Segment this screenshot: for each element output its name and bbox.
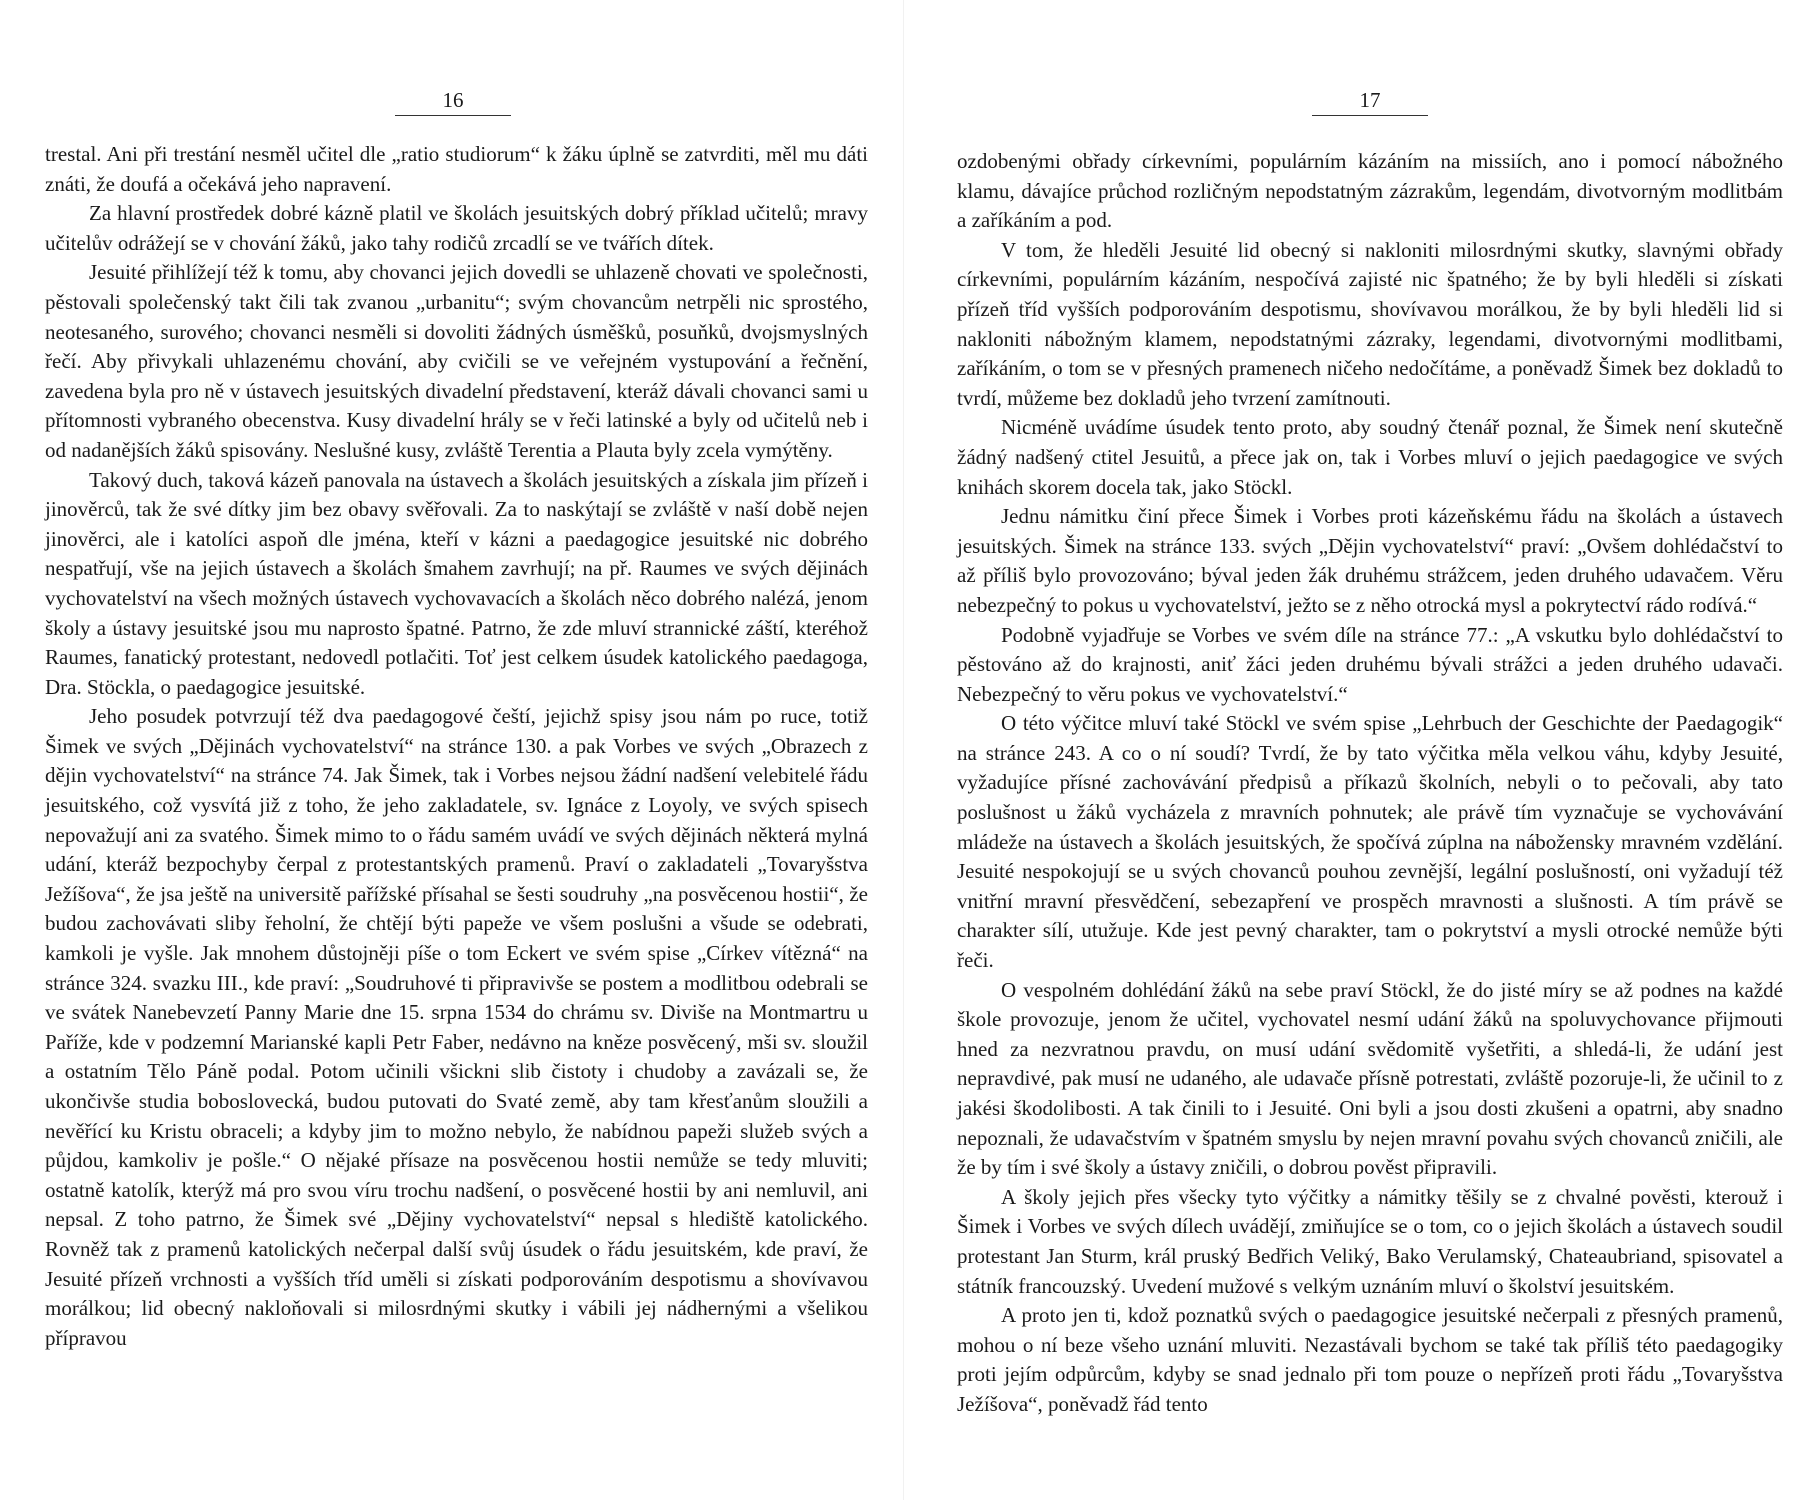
paragraph: A proto jen ti, kdož poznatků svých o paedagogice jesuitské nečerpali z přesných pramenů, mohou o ní beze všeho uznání mluviti. Nezastávali bychom se také tak příliš této paedagogiky proti jejím odpůrcům, kdyby se snad jednalo při tom pouze o nepřízeň proti řádu „Tovaryšstva Ježíšova“, poněvadž řád tento: [957, 1303, 1783, 1416]
paragraph: Nicméně uvádíme úsudek tento proto, aby soudný čtenář poznal, že Šimek není skutečně žádný nadšený ctitel Jesuitů, a přece jak on, tak i Vorbes mluví o jejich paedagogice ve svých knihách skorem docela tak, jako Stöckl.: [957, 415, 1783, 499]
paragraph: trestal. Ani při trestání nesměl učitel dle „ratio studiorum“ k žáku úplně se zatvrditi, měl mu dáti znáti, že doufá a očekává jeho napravení.: [45, 142, 868, 196]
paragraph: Jednu námitku činí přece Šimek i Vorbes proti kázeňskému řádu na školách a ústavech jesuitských. Šimek na stránce 133. svých „Dějin vychovatelství“ praví: „Ovšem dohlédačství to až příliš bylo provozováno; býval jeden žák druhému strážcem, jeden druhého udavačem. Věru nebezpečný to pokus u vychovatelství, ježto se z něho otrocká mysl a pokrytectví rádo rodívá.“: [957, 504, 1783, 617]
paragraph: V tom, že hleděli Jesuité lid obecný si nakloniti milosrdnými skutky, slavnými obřady církevními, populárním kázáním, nespočívá zajisté nic špatného; že by byli hleděli si získati přízeň tříd vyšších podporováním despotismu, shovívavou morálkou, že by byli hleděli lid si nakloniti nábožným klamem, nepodstatnými zázraky, legendami, divotvornými modlitbami, zaříkáním, o tom se v přesných pramenech ničeho nedočítáme, a poněvadž Šimek bez dokladů to tvrdí, můžeme bez dokladů jeho tvrzení zamítnouti.: [957, 237, 1783, 410]
paragraph: Podobně vyjadřuje se Vorbes ve svém díle na stránce 77.: „A vskutku bylo dohlédačství to pěstováno až do krajnosti, aniť žáci jeden druhému bývali strážci a jeden druhého udavači. Nebezpečný to věru pokus ve vychovatelství.“: [957, 622, 1783, 706]
paragraph: Jeho posudek potvrzují též dva paedagogové čeští, jejichž spisy jsou nám po ruce, totiž Šimek ve svých „Dějinách vychovatelství“ na stránce 130. a pak Vorbes ve svých „Obrazech z dějin vychovatelství“ na stránce 74. Jak Šimek, tak i Vorbes nejsou žádní nadšení velebitelé řádu jesuitského, což vysvítá již z toho, že jeho zakladatele, sv. Ignáce z Loyoly, ve svých spisech nepovažují ani za svatého. Šimek mimo to o řádu samém uvádí ve svých dějinách některá mylná udání, kteráž bezpochyby čerpal z protestantských pramenů. Praví o zakladateli „Tovaryšstva Ježíšova“, že jsa ještě na universitě pařížské přísahal se šesti soudruhy „na posvěcenou hostii“, že budou zachovávati sliby řeholní, že chtějí býti papeže ve všem poslušni a všude se odebrati, kamkoli je vyšle. Jak mnohem důstojněji píše o tom Eckert ve svém spise „Církev vítězná“ na stránce 324. svazku III., kde praví: „Soudruhové ti připravivše se postem a modlitbou odebrali se ve svátek Nanebevzetí Panny Marie dne 15. srpna 1534 do chrámu sv. Diviše na Montmartru u Paříže, kde v podzemní Marianské kapli Petr Faber, nedávno na kněze posvěcený, mši sv. sloužil a ostatním Tělo Páně podal. Potom učinili všickni slib čistoty i chudoby a zavázali se, že ukončivše studia boboslovecká, budou putovati do Svaté země, aby tam křesťanům sloužili a nevěřící ku Kristu obraceli; a kdyby jim to možno nebylo, že nabídnou papeži služeb svých a půjdou, kamkoliv je pošle.“ O nějaké přísaze na posvěcenou hostii nemůže se tedy mluviti; ostatně katolík, kterýž má pro svou víru trochu nadšení, o posvěcené hostii by ani nemluvil, ani nepsal. Z toho patrno, že Šimek své „Dějiny vychovatelství“ nepsal s hlediště katolického. Rovněž tak z pramenů katolických nečerpal další svůj úsudek o řádu jesuitském, kde praví, že Jesuité přízeň vrchnosti a vyšších tříd uměli si získati podporováním despotismu a shovívavou morálkou; lid obecný nakloňovali si milosrdnými skutky i vábili jej nádhernými a všelikou přípravou: [45, 704, 868, 1350]
right-page: [907, 0, 1814, 1500]
page-number-left: 16: [442, 88, 464, 112]
paragraph: ozdobenými obřady církevními, populárním kázáním na missiích, ano i pomocí nábožného klamu, dávajíce průchod rozličným nepodstatným zázrakům, legendám, divotvorným modlitbám a zaříkáním a pod.: [957, 149, 1783, 233]
header-rule-left: [395, 115, 511, 116]
left-page-text: [45, 140, 868, 1353]
left-page: [0, 0, 900, 1500]
paragraph: Jesuité přihlížejí též k tomu, aby chovanci jejich dovedli se uhlazeně chovati ve společnosti, pěstovali společenský takt čili tak zvanou „urbanitu“; svým chovancům netrpěli nic sprostého, neotesaného, surového; chovanci nesměli si dovoliti žádných úsměšků, posuňků, dvojsmyslných řečí. Aby přivykali uhlazenému chování, aby cvičili se ve veřejném vystupování a řečnění, zavedena byla pro ně v ústavech jesuitských divadelní představení, kteráž dávali chovanci sami u přítomnosti vybraného obecenstva. Kusy divadelní hrály se v řeči latinské a byly od učitelů neb i od nadanějších žáků spisovány. Neslušné kusy, zvláště Terentia a Plauta byly zcela vymýtěny.: [45, 260, 868, 462]
paragraph: Takový duch, taková kázeň panovala na ústavech a školách jesuitských a získala jim přízeň i jinověrců, tak že své dítky jim bez obavy svěřovali. Za to naskýtají se zvláště v naší době nejen jinověrci, ale i katolíci aspoň dle jména, kteří v kázni a paedagogice jesuitské nic dobrého nespatřují, vše na jejich ústavech a školách šmahem zavrhují; na př. Raumes ve svých dějinách vychovatelství na všech možných ústavech vychovavacích a školách něco dobrého nalézá, jenom školy a ústavy jesuitské jsou mu naprosto špatné. Patrno, že zde mluví strannické záští, kteréhož Raumes, fanatický protestant, nedovedl potlačiti. Toť jest celkem úsudek katolického paedagoga, Dra. Stöckla, o paedagogice jesuitské.: [45, 467, 868, 699]
paragraph: O této výčitce mluví také Stöckl ve svém spise „Lehrbuch der Geschichte der Paedagogik“ na stránce 243. A co o ní soudí? Tvrdí, že by tato výčitka měla velkou váhu, kdyby Jesuité, vyžadujíce přísné zachovávání předpisů a příkazů školních, nebyli o to pečovali, aby tato poslušnost u žáků vycházela z mravních pohnutek; ale právě tím vyznačuje se vychovávání mládeže na ústavech a školách jesuitských, že spočívá zúplna na nábožensky mravném vzdělání. Jesuité nespokojují se u svých chovanců pouhou zevnější, legální poslušností, oni vyžadují též vnitřní mravní přesvědčení, sebezapření ve prospěch mravnosti a slušnosti. A tím právě se charakter sílí, utužuje. Kde jest pevný charakter, tam o pokrytství a mysli otrocké nemůže býti řeči.: [957, 711, 1783, 973]
book-spine: [903, 0, 904, 1500]
header-rule-right: [1312, 115, 1428, 116]
paragraph: A školy jejich přes všecky tyto výčitky a námitky těšily se z chvalné pověsti, kterouž i Šimek i Vorbes ve svých dílech uvádějí, zmiňujíce se o tom, co o jejich školách a ústavech soudil protestant Jan Sturm, král pruský Bedřich Veliký, Bako Verulamský, Chateaubriand, spisovatel a státník francouzský. Uvedení mužové s velkým uznáním mluví o školství jesuitském.: [957, 1184, 1783, 1298]
paragraph: O vespolném dohlédání žáků na sebe praví Stöckl, že do jisté míry se až podnes na každé škole provozuje, jenom že učitel, vychovatel nesmí udání žáků na spoluvychovance přijmouti hned za nezvratnou pravdu, on musí udání svědomitě vyšetřiti, a shledá-li, že udání jest nepravdivé, pak musí ne udaného, ale udavače přísně potrestati, zvláště pozoruje-li, že učinil to z jakési škodolibosti. A tak činili to i Jesuité. Oni byli a jsou dosti zkušeni a opatrni, aby snadno nepoznali, že udavačstvím v špatném smyslu by nejen mravní povahu svých chovanců zničili, ale že by tím i své školy a ústavy zničili, o dobrou pověst připravili.: [957, 977, 1783, 1180]
paragraph: Za hlavní prostředek dobré kázně platil ve školách jesuitských dobrý příklad učitelů; mravy učitelův odrážejí se v chování žáků, jako tahy rodičů zrcadlí se ve tvářích dítek.: [45, 201, 868, 255]
page-number-right: 17: [1359, 88, 1381, 112]
right-page-text: [957, 147, 1783, 1420]
